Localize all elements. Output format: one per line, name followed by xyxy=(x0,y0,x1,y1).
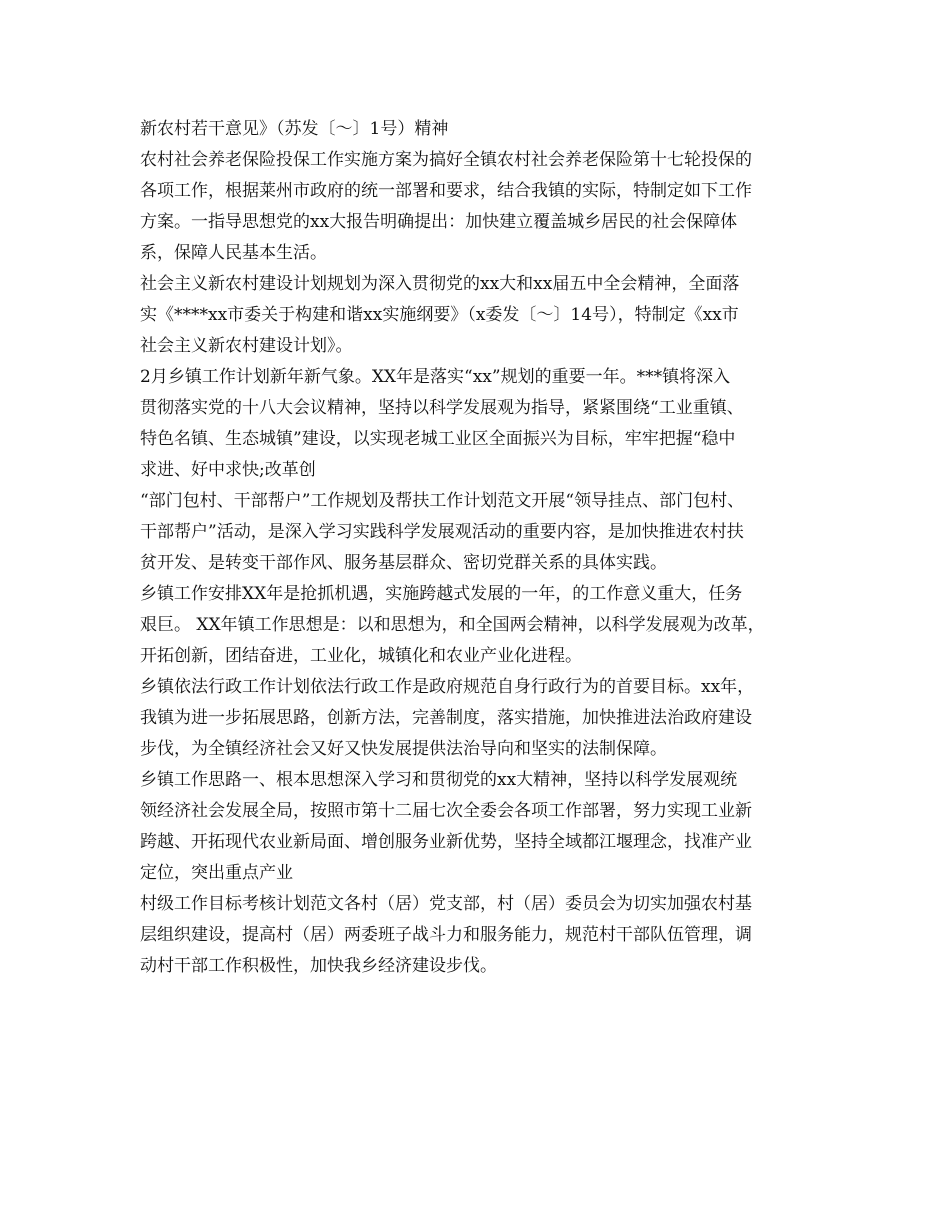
text-line: 我镇为进一步拓展思路，创新方法，完善制度，落实措施，加快推进法治政府建设 xyxy=(140,708,752,728)
text-line: 村级工作目标考核计划范文各村（居）党支部，村（居）委员会为切实加强农村基 xyxy=(140,894,752,914)
text-line: 乡镇工作思路一、根本思想深入学习和贯彻党的xx大精神，坚持以科学发展观统 xyxy=(140,770,738,790)
text-line: 开拓创新，团结奋进，工业化，城镇化和农业产业化进程。 xyxy=(140,646,582,666)
document-body xyxy=(140,114,830,982)
text-line: 求进、好中求快;改革创 xyxy=(140,460,316,480)
text-line: 新农村若干意见》（苏发〔～〕1号）精神 xyxy=(140,119,449,139)
text-line: 领经济社会发展全局，按照市第十二届七次全委会各项工作部署，努力实现工业新 xyxy=(140,801,752,821)
text-line: 社会主义新农村建设计划》。 xyxy=(140,336,353,356)
text-line: 特色名镇、生态城镇”建设，以实现老城工业区全面振兴为目标，牢牢把握“稳中 xyxy=(140,429,736,449)
text-line: 跨越、开拓现代农业新局面、增创服务业新优势，坚持全域都江堰理念，找准产业 xyxy=(140,832,752,852)
text-line: 系，保障人民基本生活。 xyxy=(140,243,327,263)
text-line: 乡镇工作安排XX年是抢抓机遇，实施跨越式发展的一年，的工作意义重大，任务 xyxy=(140,584,743,604)
text-line: 贫开发、是转变干部作风、服务基层群众、密切党群关系的具体实践。 xyxy=(140,553,667,573)
text-line: 定位，突出重点产业 xyxy=(140,863,293,883)
text-line: 各项工作，根据莱州市政府的统一部署和要求，结合我镇的实际，特制定如下工作 xyxy=(140,181,752,201)
text-line: 贯彻落实党的十八大会议精神，坚持以科学发展观为指导，紧紧围绕“工业重镇、 xyxy=(140,398,744,418)
text-line: 层组织建设，提高村（居）两委班子战斗力和服务能力，规范村干部队伍管理，调 xyxy=(140,925,752,945)
text-line: 动村干部工作积极性，加快我乡经济建设步伐。 xyxy=(140,956,497,976)
text-line: 干部帮户”活动，是深入学习实践科学发展观活动的重要内容，是加快推进农村扶 xyxy=(140,522,744,542)
text-line: 社会主义新农村建设计划规划为深入贯彻党的xx大和xx届五中全会精神，全面落 xyxy=(140,274,740,294)
text-line: 乡镇依法行政工作计划依法行政工作是政府规范自身行政行为的首要目标。xx年， xyxy=(140,677,755,697)
text-line: 农村社会养老保险投保工作实施方案为搞好全镇农村社会养老保险第十七轮投保的 xyxy=(140,150,752,170)
text-line: 艰巨。 XX年镇工作思想是：以和思想为，和全国两会精神，以科学发展观为改革， xyxy=(140,615,765,635)
text-line: 步伐，为全镇经济社会又好又快发展提供法治导向和坚实的法制保障。 xyxy=(140,739,667,759)
text-line: 方案。一指导思想党的xx大报告明确提出：加快建立覆盖城乡居民的社会保障体 xyxy=(140,212,738,232)
text-line: 实《****xx市委关于构建和谐xx实施纲要》（x委发〔～〕14号），特制定《xx市 xyxy=(140,305,739,325)
text-line: 2月乡镇工作计划新年新气象。XX年是落实“xx”规划的重要一年。***镇将深入 xyxy=(140,367,731,387)
text-line: “部门包村、干部帮户”工作规划及帮扶工作计划范文开展“领导挂点、部门包村、 xyxy=(140,491,745,511)
